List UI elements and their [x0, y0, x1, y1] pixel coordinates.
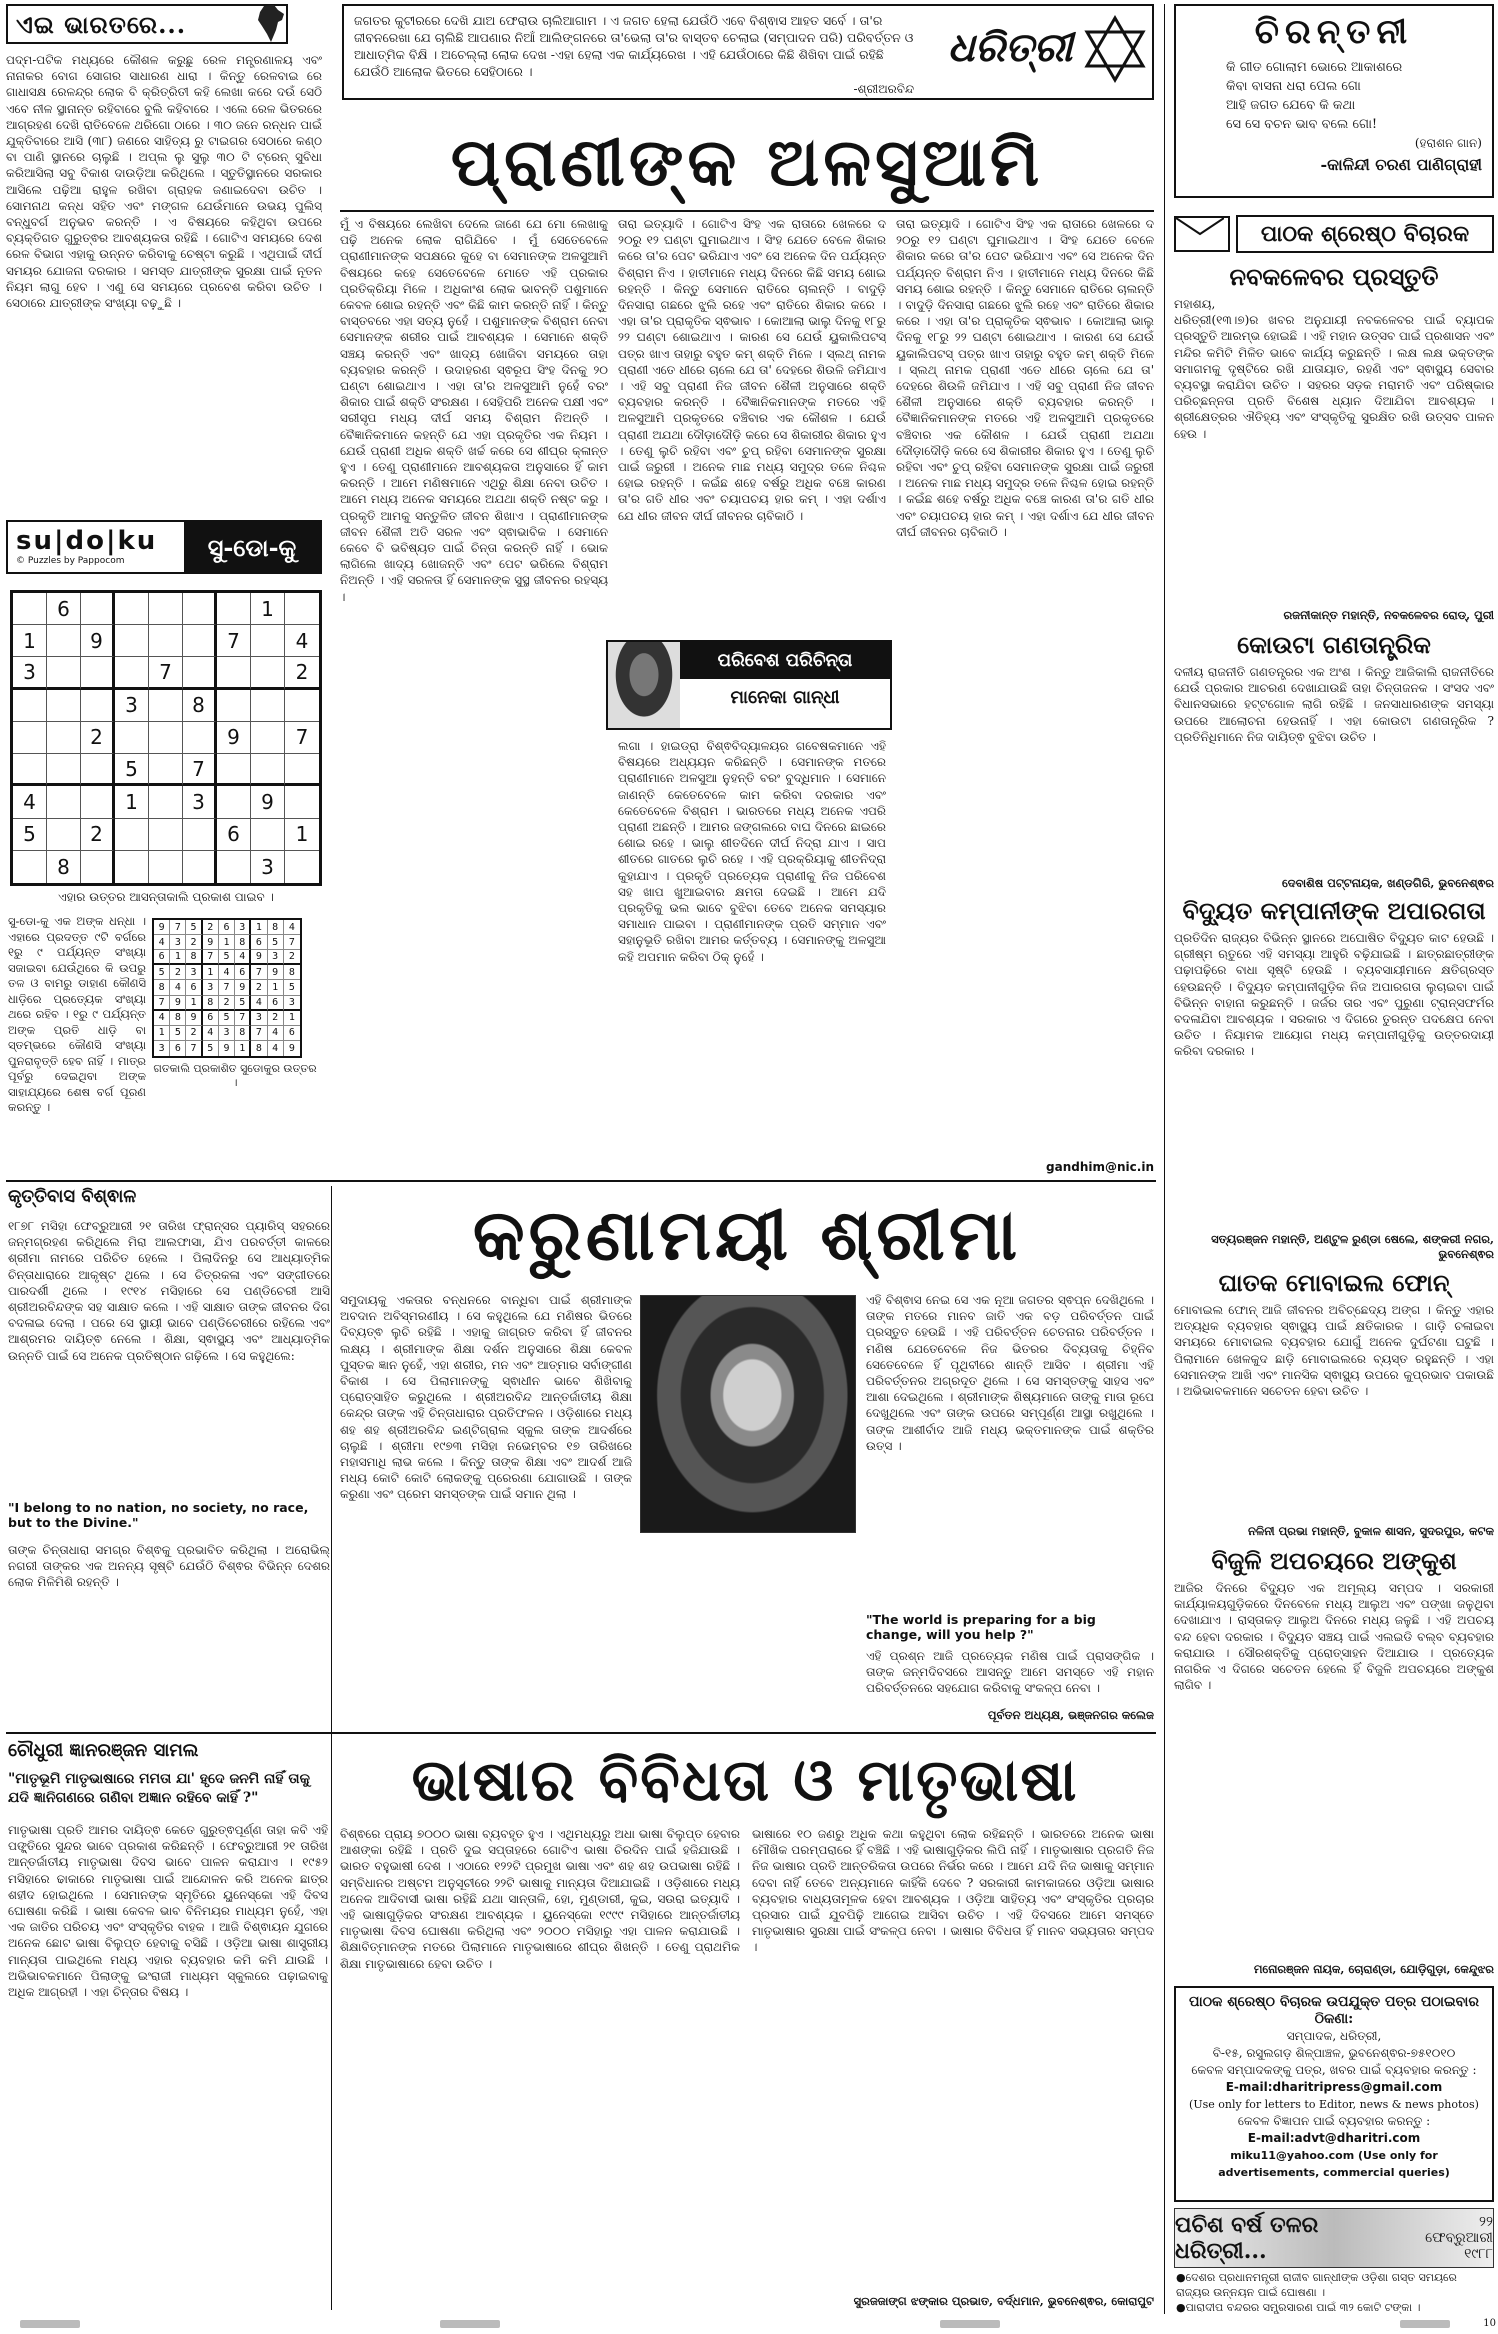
solution-cell: 2: [219, 996, 235, 1011]
sudoku-cell: [183, 851, 217, 883]
solution-cell: 6: [154, 950, 170, 965]
brand-logo: ଧରିତ୍ରୀ: [947, 23, 1073, 71]
solution-cell: 5: [219, 950, 235, 965]
sudoku-cell: [81, 657, 115, 689]
sudoku-cell: [251, 625, 285, 657]
solution-cell: 5: [170, 1026, 186, 1041]
quote-text: ଜଗତର କୁଟୀରରେ ଦେଖି ଯାଅ ଫେରାଉ ଚାଲିଆଗାମ । ଏ ଜଗତ ହେଲା ଯେଉଁଠି ଏବେ ବିଶ୍ଵାସ ଆହତ ସର୍ବେ । ତା'ର ଜୀବନରେଖା ଯେ ଚାଲିଛି ଆପଣାର ନିଆଁ ଆଲିଙ୍ଗନରେ ତା'ଭେଲା ତା'ର ବାସ୍ତବ ଚେଲାଇ (ସମ୍ପାଦନ ପରି) ପରିବର୍ତ୍ତନ ଓ ଆଧାତ୍ମିକ ବିକ୍ଷି । ଅଚେଲ୍ଲା ଲୋକ ଦେଖ -ଏହା ହେଲା ଏକ କାର୍ଯ୍ୟରେଖ । ଏହି ଯେଉଁଠାରେ କିଛି ଶିଖିବା ପାଇଁ ରହିଛି ଯେଉଁଠି ଆଲୋକ ଭିତରେ ସେହିଠାରେ ।: [354, 13, 914, 79]
sudoku-cell: [149, 851, 183, 883]
solution-cell: 2: [268, 1011, 284, 1026]
solution-cell: 3: [235, 920, 251, 935]
article3-mid-body: ବିଶ୍ଵରେ ପ୍ରାୟ ୭୦୦୦ ଭାଷା ବ୍ୟବହୃତ ହୁଏ । ଏଥିମଧ୍ୟରୁ ଅଧା ଭାଷା ବିଲୁପ୍ତ ହେବାର ଆଶଙ୍କା ରହିଛି । ପ୍ରତି ଦୁଇ ସପ୍ତାହରେ ଗୋଟିଏ ଭାଷା ଚିରଦିନ ପାଇଁ ହଜିଯାଉଛି । ଭାରତ ବହୁଭାଷୀ ଦେଶ । ଏଠାରେ ୧୨୨ଟି ପ୍ରମୁଖ ଭାଷା ଏବଂ ଶହ ଶହ ଉପଭାଷା ରହିଛି । ସମ୍ବିଧାନର ଅଷ୍ଟମ ଅନୁସୂଚୀରେ ୨୨ଟି ଭାଷାକୁ ମାନ୍ୟତା ଦିଆଯାଇଛି । ଓଡ଼ିଶାରେ ମଧ୍ୟ ଅନେକ ଆଦିବାସୀ ଭାଷା ରହିଛି ଯଥା ସାନ୍ତାଳି, ହୋ, ମୁଣ୍ଡାରୀ, କୁଇ, ସଉରା ଇତ୍ୟାଦି । ଏହି ଭାଷାଗୁଡ଼ିକର ସଂରକ୍ଷଣ ଆବଶ୍ୟକ । ୟୁନେସ୍କୋ ୧୯୯୯ ମସିହାରେ ଆନ୍ତର୍ଜାତୀୟ ମାତୃଭାଷା ଦିବସ ଘୋଷଣା କରିଥିଲା ଏବଂ ୨୦୦୦ ମସିହାରୁ ଏହା ପାଳନ କରାଯାଉଛି । ଶିକ୍ଷାବିତ୍ମାନଙ୍କ ମତରେ ପିଲାମାନେ ମାତୃଭାଷାରେ ଶୀଘ୍ର ଶିଖନ୍ତି । ତେଣୁ ପ୍ରାଥମିକ ଶିକ୍ଷା ମାତୃଭାଷାରେ ହେବା ଉଚିତ ।: [340, 1827, 740, 1971]
sudoku-cell: [183, 722, 217, 754]
sudoku-cell: 6: [217, 819, 251, 851]
letter2-heading: କୋଉଟା ଗଣତାନ୍ତ୍ରିକ: [1237, 630, 1431, 659]
article2-byline: ପୂର୍ବତନ ଅଧ୍ୟକ୍ଷ, ଭଞ୍ଜନଗର କଲେଜ: [987, 1708, 1154, 1722]
sudoku-cell: [251, 722, 285, 754]
sudoku-cell: 8: [183, 690, 217, 722]
sudoku-cell: [183, 593, 217, 625]
solution-cell: 8: [235, 1026, 251, 1041]
solution-cell: 8: [170, 1011, 186, 1026]
solution-cell: 2: [284, 950, 300, 965]
banner-title: ପଚିଶ ବର୍ଷ ତଳର ଧରିତ୍ରୀ...: [1175, 2212, 1319, 2264]
solution-cell: 4: [268, 1026, 284, 1041]
sudoku-cell: [285, 851, 319, 883]
chirantani-author: -କାଳିନ୍ଦୀ ଚରଣ ପାଣିଗ୍ରାହୀ: [1320, 155, 1482, 174]
sudoku-cell: 3: [115, 690, 149, 722]
address-box: [1174, 1986, 1494, 2202]
solution-cell: 8: [284, 965, 300, 980]
sudoku-cell: [47, 690, 81, 722]
sudoku-cell: [251, 754, 285, 786]
article2-mid-body: ସମୁଦାୟକୁ ଏକତାର ବନ୍ଧନରେ ବାନ୍ଧିବା ପାଇଁ ଶ୍ରୀମାଙ୍କ ଅବଦାନ ଅବିସ୍ମରଣୀୟ । ସେ କହୁଥିଲେ ଯେ ମଣିଷର ଭିତରେ ଦିବ୍ୟତ୍ଵ ଲୁଚି ରହିଛି । ଏହାକୁ ଜାଗ୍ରତ କରିବା ହିଁ ଜୀବନର ଲକ୍ଷ୍ୟ । ଶ୍ରୀମାଙ୍କ ଶିକ୍ଷା ଦର୍ଶନ ଅନୁସାରେ ଶିକ୍ଷା କେବଳ ପୁସ୍ତକ ଜ୍ଞାନ ନୁହେଁ, ଏହା ଶରୀର, ମନ ଏବଂ ଆତ୍ମାର ସର୍ବାଙ୍ଗୀଣ ବିକାଶ । ସେ ପିଲାମାନଙ୍କୁ ସ୍ଵାଧୀନ ଭାବେ ଶିଖିବାକୁ ପ୍ରୋତ୍ସାହିତ କରୁଥିଲେ । ଶ୍ରୀଅରବିନ୍ଦ ଆନ୍ତର୍ଜାତୀୟ ଶିକ୍ଷା କେନ୍ଦ୍ର ତାଙ୍କ ଏହି ଚିନ୍ତାଧାରାର ପ୍ରତିଫଳନ । ଓଡ଼ିଶାରେ ମଧ୍ୟ ଶହ ଶହ ଶ୍ରୀଅରବିନ୍ଦ ଇଣ୍ଟିଗ୍ରାଲ ସ୍କୁଲ ତାଙ୍କ ଆଦର୍ଶରେ ଚାଲୁଛି । ଶ୍ରୀମା ୧୯୭୩ ମସିହା ନଭେମ୍ବର ୧୭ ତାରିଖରେ ମହାସମାଧି ଲାଭ କଲେ । କିନ୍ତୁ ତାଙ୍କ ଶିକ୍ଷା ଏବଂ ଆଦର୍ଶ ଆଜି ମଧ୍ୟ କୋଟି କୋଟି ଲୋକଙ୍କୁ ପ୍ରେରଣା ଯୋଗାଉଛି । ତାଙ୍କ କରୁଣା ଏବଂ ପ୍ରେମ ସମସ୍ତଙ୍କ ପାଇଁ ସମାନ ଥିଲା ।: [340, 1293, 632, 1502]
sudoku-solution-caption: ଗତକାଲି ପ୍ରକାଶିତ ସୁଡୋକୁର ଉତ୍ତର ।: [153, 1062, 317, 1089]
letter3-byline: ସତ୍ୟରଞ୍ଜନ ମହାନ୍ତି, ଅଣ୍ଟୁଳ ରୁଣ୍ଡା ଷେଲେ, ଶଙ୍କରୀ ନଗର, ଭୁବନେଶ୍ଵର: [1211, 1232, 1494, 1261]
solution-cell: 7: [219, 980, 235, 995]
sudoku-cell: 9: [217, 722, 251, 754]
solution-cell: 1: [154, 1026, 170, 1041]
sudoku-answer-note: ଏହାର ଉତ୍ତର ଆସନ୍ତାକାଲି ପ୍ରକାଶ ପାଇବ ।: [58, 890, 274, 904]
sudoku-cell: [285, 690, 319, 722]
sudoku-cell: 1: [285, 819, 319, 851]
solution-cell: 8: [268, 920, 284, 935]
sudoku-cell: [81, 851, 115, 883]
sudoku-cell: [13, 593, 47, 625]
solution-cell: 4: [251, 996, 267, 1011]
solution-cell: 3: [203, 980, 219, 995]
solution-cell: 1: [219, 935, 235, 950]
sudoku-cell: [81, 690, 115, 722]
solution-cell: 3: [251, 1011, 267, 1026]
letters-header: [1174, 212, 1494, 256]
sudoku-cell: [285, 593, 319, 625]
25-years-ago-banner: [1174, 2208, 1494, 2268]
star-of-david-icon: [1080, 14, 1150, 84]
headline-animal-laziness: ପ୍ରାଣୀଙ୍କ ଅଳସୁଆମି: [450, 123, 1044, 201]
letter3-heading: ବିଦ୍ୟୁତ କମ୍ପାନୀଙ୍କ ଅପାରଗତା: [1182, 896, 1486, 925]
solution-cell: 9: [203, 935, 219, 950]
solution-cell: 2: [170, 965, 186, 980]
sudoku-cell: [13, 690, 47, 722]
sudoku-cell: 2: [285, 657, 319, 689]
solution-cell: 4: [170, 980, 186, 995]
article2-right-body2: ଏହି ପ୍ରଶ୍ନ ଆଜି ପ୍ରତ୍ୟେକ ମଣିଷ ପାଇଁ ପ୍ରାସଙ୍ଗିକ । ତାଙ୍କ ଜନ୍ମଦିବସରେ ଆସନ୍ତୁ ଆମେ ସମସ୍ତେ ଏହି ମହାନ ପରିବର୍ତ୍ତନରେ ସହଯୋଗ କରିବାକୁ ସଂକଳ୍ପ ନେବା ।: [866, 1649, 1154, 1696]
solution-cell: 6: [219, 920, 235, 935]
solution-cell: 9: [235, 980, 251, 995]
section-title: ଏଇ ଭାରତରେ...: [16, 9, 187, 39]
letter1-byline: ରଜନୀକାନ୍ତ ମହାନ୍ତି, ନବକଳେବର ରୋଡ୍, ପୁରୀ: [1283, 608, 1494, 622]
sudoku-cell: [115, 625, 149, 657]
letter1-heading: ନବକଳେବର ପ୍ରସ୍ତୁତି: [1229, 262, 1439, 291]
solution-cell: 2: [186, 1026, 202, 1041]
sudoku-cell: [285, 754, 319, 786]
solution-cell: 1: [268, 980, 284, 995]
solution-cell: 9: [186, 1011, 202, 1026]
article3-left-quote: "ମାତୃଭୂମି ମାତୃଭାଷାରେ ମମତା ଯା' ହୃଦେ ଜନମି ନାହିଁ ତାକୁ ଯଦି ଜ୍ଞାନିଗଣରେ ଗଣିବା ଅଜ୍ଞାନ ରହିବେ କାହିଁ ?": [8, 1771, 310, 1806]
sudoku-cell: 5: [13, 819, 47, 851]
letter4-byline: ନଳିନୀ ପ୍ରଭା ମହାନ୍ତି, ବୁକାଳ ଶାସନ, ସୁଦରପୁର, କଟକ: [1247, 1524, 1494, 1538]
sudoku-cell: [115, 819, 149, 851]
divider: [6, 1732, 1156, 1734]
article2-author: କୃତ୍ତିବାସ ବିଶ୍ଵାଳ: [8, 1186, 137, 1207]
author-email: gandhim@nic.in: [1046, 1160, 1154, 1174]
column-author: ମାନେକା ଗାନ୍ଧୀ: [730, 687, 840, 708]
divider: [6, 1180, 1156, 1182]
sudoku-cell: [81, 754, 115, 786]
article1-column-1: ମୁଁ ଏ ବିଷୟରେ ଲେଖିବା ଦେଲେ ଜାଣେ ଯେ ମୋ ଲେଖାକୁ ପଢ଼ି ଅନେକ ଲୋକ ରାଗିଯିବେ । ମୁଁ ସେତେବେଳେ ପ୍ରାଣୀମାନଙ୍କ ସପକ୍ଷରେ କୁହେ ବା ସେମାନଙ୍କ ଅଳସୁଆମି ବିଷୟରେ କହେ ସେତେବେଳେ ମୋତେ ଏହି ପ୍ରକାର ପ୍ରତିକ୍ରିୟା ମିଳେ । ଅଧିକାଂଶ ଲୋକ ଭାବନ୍ତି ପଶୁମାନେ କେବଳ ଶୋଇ ରହନ୍ତି ଏବଂ କିଛି କାମ କରନ୍ତି ନାହିଁ । କିନ୍ତୁ ବାସ୍ତବରେ ଏହା ସତ୍ୟ ନୁହେଁ । ପଶୁମାନଙ୍କ ବିଶ୍ରାମ ନେବା ସେମାନଙ୍କ ଶରୀର ପାଇଁ ଆବଶ୍ୟକ । ସେମାନେ ଶକ୍ତି ସଞ୍ଚୟ କରନ୍ତି ଏବଂ ଖାଦ୍ୟ ଖୋଜିବା ସମୟରେ ତାହା ବ୍ୟବହାର କରନ୍ତି । ଉଦାହରଣ ସ୍ଵରୂପ ସିଂହ ଦିନକୁ ୨୦ ଘଣ୍ଟା ଶୋଇଥାଏ । ଏହା ତା'ର ଅଳସୁଆମି ନୁହେଁ ବରଂ ଶିକାର ପାଇଁ ଶକ୍ତି ସଂରକ୍ଷଣ । ସେହିପରି ଅନେକ ପକ୍ଷୀ ଏବଂ ସରୀସୃପ ମଧ୍ୟ ଦୀର୍ଘ ସମୟ ବିଶ୍ରାମ ନିଅନ୍ତି । ବୈଜ୍ଞାନିକମାନେ କହନ୍ତି ଯେ ଏହା ପ୍ରକୃତିର ଏକ ନିୟମ । ଯେଉଁ ପ୍ରାଣୀ ଅଧିକ ଶକ୍ତି ଖର୍ଚ୍ଚ କରେ ସେ ଶୀଘ୍ର କ୍ଳାନ୍ତ ହୁଏ । ତେଣୁ ପ୍ରାଣୀମାନେ ଆବଶ୍ୟକତା ଅନୁସାରେ ହିଁ କାମ କରନ୍ତି । ଆମେ ମଣିଷମାନେ ଏଥିରୁ ଶିକ୍ଷା ନେବା ଉଚିତ । ଆମେ ମଧ୍ୟ ଅନେକ ସମୟରେ ଅଯଥା ଶକ୍ତି ନଷ୍ଟ କରୁ । ପ୍ରକୃତି ଆମକୁ ସନ୍ତୁଳିତ ଜୀବନ ଶିଖାଏ । ପ୍ରାଣୀମାନଙ୍କ ଜୀବନ ଶୈଳୀ ଅତି ସରଳ ଏବଂ ସ୍ଵାଭାବିକ । ସେମାନେ କେବେ ବି ଭବିଷ୍ୟତ ପାଇଁ ଚିନ୍ତା କରନ୍ତି ନାହିଁ । ଭୋକ ଲାଗିଲେ ଖାଦ୍ୟ ଖୋଜନ୍ତି ଏବଂ ପେଟ ଭରିଲେ ବିଶ୍ରାମ ନିଅନ୍ତି । ଏହି ସରଳତା ହିଁ ସେମାନଙ୍କ ସୁସ୍ଥ ଜୀବନର ରହସ୍ୟ ।: [340, 217, 608, 604]
letter5-byline: ମନୋରଞ୍ଜନ ନାୟକ, ଚୋରାଣ୍ଡା, ଯୋଡ଼ିଗୁଡ଼ା, କେନ୍ଦୁଝର: [1253, 1962, 1494, 1976]
quote-author: -ଶ୍ରୀଅରବିନ୍ଦ: [853, 82, 914, 96]
sudoku-brand: su|do|ku: [16, 526, 158, 556]
solution-cell: 3: [268, 950, 284, 965]
headline-karunamayi-shrima: କରୁଣାମୟୀ ଶ୍ରୀମା: [472, 1193, 1022, 1276]
sudoku-title: ସୁ-ଡୋ-କୁ: [184, 522, 320, 572]
solution-cell: 6: [170, 1041, 186, 1056]
solution-cell: 5: [219, 1011, 235, 1026]
sudoku-cell: [149, 819, 183, 851]
solution-cell: 6: [251, 935, 267, 950]
address-line: ସମ୍ପାଦକ, ଧରିତ୍ରୀ,: [1286, 2029, 1382, 2043]
solution-cell: 1: [203, 965, 219, 980]
solution-cell: 6: [284, 1026, 300, 1041]
sudoku-cell: 7: [285, 722, 319, 754]
solution-cell: 7: [203, 950, 219, 965]
article2-left-body2: ତାଙ୍କ ଚିନ୍ତାଧାରା ସମଗ୍ର ବିଶ୍ଵକୁ ପ୍ରଭାବିତ କରିଥିଲା । ଅରୋଭିଲ୍ ନଗରୀ ତାଙ୍କର ଏକ ଅନନ୍ୟ ସୃଷ୍ଟି ଯେଉଁଠି ବିଶ୍ଵର ବିଭିନ୍ନ ଦେଶର ଲୋକ ମିଳିମିଶି ରହନ୍ତି ।: [8, 1543, 330, 1590]
sudoku-cell: [115, 593, 149, 625]
sudoku-cell: [251, 690, 285, 722]
sudoku-cell: [149, 754, 183, 786]
solution-cell: 7: [186, 1041, 202, 1056]
sudoku-cell: [13, 851, 47, 883]
sudoku-cell: [149, 690, 183, 722]
solution-cell: 7: [154, 996, 170, 1011]
column-label: ପରିବେଶ ପରିଚିନ୍ତା: [680, 642, 890, 679]
chirantani-poem: କି ଗୀତ ଗୋଲାମ ଭୋରେ ଆକାଶରେ କିବା ବାସନା ଧରା ପେଲ ଗୋ ଆହି ଜଗତ ଯେବେ କି କଥା ସେ ସେ ବଚନ ଭାବ ବଲେ ଗୋ!: [1226, 60, 1403, 132]
sudoku-cell: 3: [13, 657, 47, 689]
sudoku-cell: 7: [217, 625, 251, 657]
solution-cell: 6: [186, 980, 202, 995]
envelope-icon: [1174, 216, 1230, 252]
solution-cell: 2: [186, 935, 202, 950]
editor-email-note: (Use only for letters to Editor, news & news photos): [1189, 2098, 1479, 2111]
solution-cell: 9: [268, 965, 284, 980]
sudoku-cell: [47, 819, 81, 851]
solution-cell: 8: [186, 950, 202, 965]
sudoku-cell: [183, 625, 217, 657]
solution-cell: 2: [251, 980, 267, 995]
solution-cell: 8: [154, 980, 170, 995]
solution-cell: 7: [170, 920, 186, 935]
sudoku-cell: 8: [47, 851, 81, 883]
sudoku-cell: 2: [81, 722, 115, 754]
sudoku-credit: © Puzzles by Pappocom: [16, 556, 125, 566]
solution-cell: 9: [219, 1041, 235, 1056]
solution-cell: 3: [170, 935, 186, 950]
sudoku-cell: [183, 657, 217, 689]
article2-left-body: ୧୮୭୮ ମସିହା ଫେବ୍ରୁଆରୀ ୨୧ ତାରିଖ ଫ୍ରାନ୍ସର ପ୍ୟାରିସ୍ ସହରରେ ଜନ୍ମଗ୍ରହଣ କରିଥିଲେ ମିରା ଆଲଫାସା, ଯିଏ ପରବର୍ତ୍ତୀ କାଳରେ ଶ୍ରୀମା ନାମରେ ପରିଚିତ ହେଲେ । ପିଲାଦିନରୁ ସେ ଆଧ୍ୟାତ୍ମିକ ଚିନ୍ତାଧାରାରେ ଆକୃଷ୍ଟ ଥିଲେ । ସେ ଚିତ୍ରକଳା ଏବଂ ସଙ୍ଗୀତରେ ପାରଦର୍ଶୀ ଥିଲେ । ୧୯୧୪ ମସିହାରେ ସେ ପଣ୍ଡିଚେରୀ ଆସି ଶ୍ରୀଅରବିନ୍ଦଙ୍କ ସହ ସାକ୍ଷାତ କଲେ । ଏହି ସାକ୍ଷାତ ତାଙ୍କ ଜୀବନର ଦିଗ ବଦଳାଇ ଦେଲା । ପରେ ସେ ସ୍ଥାୟୀ ଭାବେ ପଣ୍ଡିଚେରୀରେ ରହିଲେ ଏବଂ ଆଶ୍ରମର ଦାୟିତ୍ଵ ନେଲେ । ଶିକ୍ଷା, ସ୍ଵାସ୍ଥ୍ୟ ଏବଂ ଆଧ୍ୟାତ୍ମିକ ଉନ୍ନତି ପାଇଁ ସେ ଅନେକ ପ୍ରତିଷ୍ଠାନ ଗଢ଼ିଲେ । ସେ କହୁଥିଲେ:: [8, 1219, 330, 1363]
sudoku-cell: [81, 593, 115, 625]
article1-column-2a: ତାରା ଇତ୍ୟାଦି । ଗୋଟିଏ ସିଂହ ଏକ ରାତାରେ ଖେଳରେ ଦ ୨୦ରୁ ୧୨ ଘଣ୍ଟା ଘୁମାଇଥାଏ । ସିଂହ ଯେତେ ବେଳେ ଶିକାର କରେ ତା'ର ପେଟ ଭରିଯାଏ ଏବଂ ସେ ଅନେକ ଦିନ ପର୍ଯ୍ୟନ୍ତ ବିଶ୍ରାମ ନିଏ । ହାତୀମାନେ ମଧ୍ୟ ଦିନରେ କିଛି ସମୟ ଶୋଇ ରହନ୍ତି । କିନ୍ତୁ ସେମାନେ ରାତିରେ ଚାଲନ୍ତି । ବାଦୁଡ଼ି ଦିନସାରା ଗଛରେ ଝୁଲି ରହେ ଏବଂ ରାତିରେ ଶିକାର କରେ । ଏହା ତା'ର ପ୍ରାକୃତିକ ସ୍ଵଭାବ । କୋଆଲା ଭାଲୁ ଦିନକୁ ୧୮ରୁ ୨୨ ଘଣ୍ଟା ଶୋଇଥାଏ । କାରଣ ସେ ଯେଉଁ ୟୁକାଲିପଟସ୍ ପତ୍ର ଖାଏ ତାହାରୁ ବହୁତ କମ୍ ଶକ୍ତି ମିଳେ । ସ୍ଲଥ୍ ନାମକ ପ୍ରାଣୀ ଏତେ ଧୀରେ ଚାଲେ ଯେ ତା' ଦେହରେ ଶିଉଳି ଜମିଯାଏ । ଏହି ସବୁ ପ୍ରାଣୀ ନିଜ ଜୀବନ ଶୈଳୀ ଅନୁସାରେ ଶକ୍ତି ବ୍ୟବହାର କରନ୍ତି । ବୈଜ୍ଞାନିକମାନଙ୍କ ମତରେ ଏହି ଅଳସୁଆମି ପ୍ରକୃତରେ ବଞ୍ଚିବାର ଏକ କୌଶଳ । ଯେଉଁ ପ୍ରାଣୀ ଅଯଥା ଦୌଡ଼ାଦୌଡ଼ି କରେ ସେ ଶିକାରୀର ଶିକାର ହୁଏ । ତେଣୁ ଲୁଚି ରହିବା ଏବଂ ଚୁପ୍ ରହିବା ସେମାନଙ୍କ ସୁରକ୍ଷା ପାଇଁ ଜରୁରୀ । ଅନେକ ମାଛ ମଧ୍ୟ ସମୁଦ୍ର ତଳେ ନିଶ୍ଚଳ ହୋଇ ରହନ୍ତି । କଇଁଛ ଶହେ ବର୍ଷରୁ ଅଧିକ ବଞ୍ଚେ କାରଣ ତା'ର ଗତି ଧୀର ଏବଂ ଚୟାପଚୟ ହାର କମ୍ । ଏହା ଦର୍ଶାଏ ଯେ ଧୀର ଜୀବନ ଦୀର୍ଘ ଜୀବନର ଚାବିକାଠି ।: [618, 217, 886, 523]
solution-cell: 8: [251, 1041, 267, 1056]
address-heading: ପାଠକ ଶ୍ରେଷ୍ଠ ବିଚାରକ ଉପଯୁକ୍ତ ପତ୍ର ପଠାଇବାର ଠିକଣା:: [1189, 1994, 1479, 2027]
solution-cell: 9: [154, 920, 170, 935]
solution-cell: 7: [251, 1026, 267, 1041]
sudoku-cell: 4: [285, 625, 319, 657]
solution-cell: 1: [170, 950, 186, 965]
solution-cell: 5: [268, 935, 284, 950]
solution-cell: 6: [268, 996, 284, 1011]
solution-cell: 4: [268, 1041, 284, 1056]
sudoku-cell: [47, 625, 81, 657]
letter5-heading: ବିଜୁଳି ଅପଚୟରେ ଅଙ୍କୁଶ: [1211, 1546, 1457, 1575]
solution-cell: 4: [284, 920, 300, 935]
article2-right-quote: "The world is preparing for a big change, will you help ?": [866, 1612, 1096, 1642]
page-footer-bar: [0, 2316, 1498, 2332]
solution-cell: 4: [154, 935, 170, 950]
sudoku-cell: [149, 625, 183, 657]
sudoku-cell: [217, 593, 251, 625]
solution-cell: 9: [288, 1042, 295, 1054]
sudoku-cell: 7: [183, 754, 217, 786]
advt-email-note[interactable]: miku11@yahoo.com (Use only for advertisements, commercial queries): [1218, 2149, 1450, 2179]
banner-date: ୨୨ ଫେବ୍ରୁଆରୀ ୧୯୮୮: [1425, 2214, 1493, 2262]
chirantani-box: [1174, 4, 1494, 198]
sudoku-cell: [251, 657, 285, 689]
sudoku-cell: 9: [251, 786, 285, 818]
section-banner-india: [6, 4, 288, 44]
sudoku-cell: 1: [251, 593, 285, 625]
sudoku-cell: [47, 754, 81, 786]
solution-cell: 1: [251, 920, 267, 935]
letter2-byline: ଦେବାଶିଷ ପଟ୍ଟନାୟକ, ଖଣ୍ଡଗିରି, ଭୁବନେଶ୍ଵର: [1282, 876, 1494, 890]
sudoku-cell: 2: [81, 819, 115, 851]
article3-author: ଚୌଧୁରୀ ଜ୍ଞାନରଞ୍ଜନ ସାମଲ: [8, 1740, 199, 1761]
solution-cell: 1: [235, 1041, 251, 1056]
column-rule: [1164, 4, 1165, 2314]
sudoku-cell: [115, 722, 149, 754]
sudoku-cell: [13, 754, 47, 786]
article3-left-body: ମାତୃଭାଷା ପ୍ରତି ଆମର ଦାୟିତ୍ଵ କେତେ ଗୁରୁତ୍ଵପୂର୍ଣ୍ଣ ତାହା କବି ଏହି ପଙ୍କ୍ତିରେ ସୁନ୍ଦର ଭାବେ ପ୍ରକାଶ କରିଛନ୍ତି । ଫେବ୍ରୁଆରୀ ୨୧ ତାରିଖ ଆନ୍ତର୍ଜାତୀୟ ମାତୃଭାଷା ଦିବସ ଭାବେ ପାଳନ କରାଯାଏ । ୧୯୫୨ ମସିହାରେ ଢାକାରେ ମାତୃଭାଷା ପାଇଁ ଆନ୍ଦୋଳନ କରି ଅନେକ ଛାତ୍ର ଶହୀଦ ହୋଇଥିଲେ । ସେମାନଙ୍କ ସ୍ମୃତିରେ ୟୁନେସ୍କୋ ଏହି ଦିବସ ଘୋଷଣା କରିଛି । ଭାଷା କେବଳ ଭାବ ବିନିମୟର ମାଧ୍ୟମ ନୁହେଁ, ଏହା ଏକ ଜାତିର ପରିଚୟ ଏବଂ ସଂସ୍କୃତିର ବାହକ । ଆଜି ବିଶ୍ଵାୟନ ଯୁଗରେ ଅନେକ ଛୋଟ ଭାଷା ବିଲୁପ୍ତ ହେବାକୁ ବସିଛି । ଓଡ଼ିଆ ଭାଷା ଶାସ୍ତ୍ରୀୟ ମାନ୍ୟତା ପାଇଥିଲେ ମଧ୍ୟ ଏହାର ବ୍ୟବହାର କମି କମି ଯାଉଛି । ଅଭିଭାବକମାନେ ପିଲାଙ୍କୁ ଇଂରାଜୀ ମାଧ୍ୟମ ସ୍କୁଲରେ ପଢ଼ାଇବାକୁ ଅଧିକ ଆଗ୍ରହୀ । ଏହା ଚିନ୍ତାର ବିଷୟ ।: [8, 1823, 328, 2000]
sudoku-cell: [251, 819, 285, 851]
solution-cell: 3: [219, 1026, 235, 1041]
letters-title: ପାଠକ ଶ୍ରେଷ୍ଠ ବିଚାରକ: [1236, 215, 1494, 253]
solution-cell: 2: [203, 920, 219, 935]
chirantani-source: (ହରାଶନ ଗାନ): [1414, 136, 1482, 150]
sudoku-cell: [81, 786, 115, 818]
sudoku-grid: [10, 590, 322, 886]
address-line: କେବଳ ସମ୍ପାଦକଙ୍କୁ ପତ୍ର, ଖବର ପାଇଁ ବ୍ୟବହାର କରନ୍ତୁ :: [1191, 2063, 1477, 2077]
article1-column-3: ତାରା ଇତ୍ୟାଦି । ଗୋଟିଏ ସିଂହ ଏକ ରାତାରେ ଖେଳରେ ଦ ୨୦ରୁ ୧୨ ଘଣ୍ଟା ଘୁମାଇଥାଏ । ସିଂହ ଯେତେ ବେଳେ ଶିକାର କରେ ତା'ର ପେଟ ଭରିଯାଏ ଏବଂ ସେ ଅନେକ ଦିନ ପର୍ଯ୍ୟନ୍ତ ବିଶ୍ରାମ ନିଏ । ହାତୀମାନେ ମଧ୍ୟ ଦିନରେ କିଛି ସମୟ ଶୋଇ ରହନ୍ତି । କିନ୍ତୁ ସେମାନେ ରାତିରେ ଚାଲନ୍ତି । ବାଦୁଡ଼ି ଦିନସାରା ଗଛରେ ଝୁଲି ରହେ ଏବଂ ରାତିରେ ଶିକାର କରେ । ଏହା ତା'ର ପ୍ରାକୃତିକ ସ୍ଵଭାବ । କୋଆଲା ଭାଲୁ ଦିନକୁ ୧୮ରୁ ୨୨ ଘଣ୍ଟା ଶୋଇଥାଏ । କାରଣ ସେ ଯେଉଁ ୟୁକାଲିପଟସ୍ ପତ୍ର ଖାଏ ତାହାରୁ ବହୁତ କମ୍ ଶକ୍ତି ମିଳେ । ସ୍ଲଥ୍ ନାମକ ପ୍ରାଣୀ ଏତେ ଧୀରେ ଚାଲେ ଯେ ତା' ଦେହରେ ଶିଉଳି ଜମିଯାଏ । ଏହି ସବୁ ପ୍ରାଣୀ ନିଜ ଜୀବନ ଶୈଳୀ ଅନୁସାରେ ଶକ୍ତି ବ୍ୟବହାର କରନ୍ତି । ବୈଜ୍ଞାନିକମାନଙ୍କ ମତରେ ଏହି ଅଳସୁଆମି ପ୍ରକୃତରେ ବଞ୍ଚିବାର ଏକ କୌଶଳ । ଯେଉଁ ପ୍ରାଣୀ ଅଯଥା ଦୌଡ଼ାଦୌଡ଼ି କରେ ସେ ଶିକାରୀର ଶିକାର ହୁଏ । ତେଣୁ ଲୁଚି ରହିବା ଏବଂ ଚୁପ୍ ରହିବା ସେମାନଙ୍କ ସୁରକ୍ଷା ପାଇଁ ଜରୁରୀ । ଅନେକ ମାଛ ମଧ୍ୟ ସମୁଦ୍ର ତଳେ ନିଶ୍ଚଳ ହୋଇ ରହନ୍ତି । କଇଁଛ ଶହେ ବର୍ଷରୁ ଅଧିକ ବଞ୍ଚେ କାରଣ ତା'ର ଗତି ଧୀର ଏବଂ ଚୟାପଚୟ ହାର କମ୍ । ଏହା ଦର୍ଶାଏ ଯେ ଧୀର ଜୀବନ ଦୀର୍ଘ ଜୀବନର ଚାବିକାଠି ।: [896, 217, 1154, 539]
sudoku-cell: [149, 786, 183, 818]
article2-right-body: ଏହି ବିଶ୍ଵାସ ନେଇ ସେ ଏକ ନୂଆ ଜଗତର ସ୍ଵପ୍ନ ଦେଖିଥିଲେ । ତାଙ୍କ ମତରେ ମାନବ ଜାତି ଏକ ବଡ଼ ପରିବର୍ତ୍ତନ ପାଇଁ ପ୍ରସ୍ତୁତ ହେଉଛି । ଏହି ପରିବର୍ତ୍ତନ ଚେତନାର ପରିବର୍ତ୍ତନ । ମଣିଷ ଯେତେବେଳେ ନିଜ ଭିତରର ଦିବ୍ୟତାକୁ ଚିହ୍ନିବ ସେତେବେଳେ ହିଁ ପୃଥିବୀରେ ଶାନ୍ତି ଆସିବ । ଶ୍ରୀମା ଏହି ପରିବର୍ତ୍ତନର ଅଗ୍ରଦୂତ ଥିଲେ । ସେ ସମସ୍ତଙ୍କୁ ସାହସ ଏବଂ ଆଶା ଦେଇଥିଲେ । ଶ୍ରୀମାଙ୍କ ଶିଷ୍ୟମାନେ ତାଙ୍କୁ ମାତା ରୂପେ ଦେଖୁଥିଲେ ଏବଂ ତାଙ୍କ ଉପରେ ସମ୍ପୂର୍ଣ୍ଣ ଆସ୍ଥା ରଖୁଥିଲେ । ତାଙ୍କ ଆଶୀର୍ବାଦ ଆଜି ମଧ୍ୟ ଭକ୍ତମାନଙ୍କ ପାଇଁ ଶକ୍ତିର ଉତ୍ସ ।: [866, 1293, 1154, 1453]
solution-cell: 6: [235, 965, 251, 980]
sudoku-cell: [217, 851, 251, 883]
india-map-icon: [254, 4, 288, 44]
solution-cell: 6: [203, 1011, 219, 1026]
letter4-heading: ଘାତକ ମୋବାଇଲ ଫୋନ୍: [1218, 1268, 1450, 1297]
solution-cell: 1: [186, 996, 202, 1011]
article3-byline: ସୁରଜଜାଙ୍ଗ ଝଙ୍କାର ପ୍ରଭାତ, ବର୍ଦ୍ଧମାନ, ଭୁବନେଶ୍ଵର, କୋରାପୁଟ: [853, 2294, 1154, 2308]
sudoku-cell: 7: [149, 657, 183, 689]
solution-cell: 3: [154, 1041, 170, 1056]
sudoku-cell: [217, 786, 251, 818]
article2-left-quote: "I belong to no nation, no society, no race, but to the Divine.": [8, 1500, 309, 1530]
address-line: କେବଳ ବିଜ୍ଞାପନ ପାଇଁ ବ୍ୟବହାର କରନ୍ତୁ :: [1237, 2114, 1431, 2128]
sudoku-cell: [115, 657, 149, 689]
25-years-ago-items: ●ଦେଶର ପ୍ରଧାନମନ୍ତ୍ରୀ ରାଜୀବ ଗାନ୍ଧୀଙ୍କ ଓଡ଼ିଶା ଗସ୍ତ ସମୟରେ ରାଜ୍ୟର ଉନ୍ନୟନ ପାଇଁ ଘୋଷଣା । ●ପାରାଦୀପ ବନ୍ଦରର ସମ୍ପ୍ରସାରଣ ପାଇଁ ୩୨ କୋଟି ଟଙ୍କା ।: [1176, 2271, 1457, 2314]
article3-right-body: ଭାଷାରେ ୧୦ ଜଣରୁ ଅଧିକ କଥା କହୁଥିବା ଲୋକ ରହିଛନ୍ତି । ଭାରତରେ ଅନେକ ଭାଷା ମୌଖିକ ପରମ୍ପରାରେ ହିଁ ବଞ୍ଚିଛି । ଏହି ଭାଷାଗୁଡ଼ିକର ଲିପି ନାହିଁ । ମାତୃଭାଷାର ପ୍ରଗତି ନିଜ ନିଜ ଭାଷାର ପ୍ରତି ଆନ୍ତରିକତା ଉପରେ ନିର୍ଭର କରେ । ଆମେ ଯଦି ନିଜ ଭାଷାକୁ ସମ୍ମାନ ଦେବା ନାହିଁ ତେବେ ଅନ୍ୟମାନେ କାହିଁକି ଦେବେ ? ସରକାରୀ କାମକାଜରେ ଓଡ଼ିଆ ଭାଷାର ବ୍ୟବହାର ବାଧ୍ୟତାମୂଳକ ହେବା ଆବଶ୍ୟକ । ଓଡ଼ିଆ ସାହିତ୍ୟ ଏବଂ ସଂସ୍କୃତିର ପ୍ରଚାର ପ୍ରସାର ପାଇଁ ଯୁବପିଢ଼ି ଆଗେଇ ଆସିବା ଉଚିତ । ଏହି ଦିବସରେ ଆମେ ସମସ୍ତେ ମାତୃଭାଷାର ସୁରକ୍ଷା ପାଇଁ ସଂକଳ୍ପ ନେବା । ଭାଷାର ବିବିଧତା ହିଁ ମାନବ ସଭ୍ୟତାର ସମ୍ପଦ ।: [752, 1827, 1154, 1955]
solution-cell: 5: [154, 965, 170, 980]
solution-cell: 4: [154, 1011, 170, 1026]
column-author-box: [606, 640, 892, 730]
sudoku-cell: [47, 722, 81, 754]
advt-email-link[interactable]: E-mail:advt@dharitri.com: [1247, 2131, 1421, 2145]
sudoku-cell: 6: [47, 593, 81, 625]
letter1-body: ମହାଶୟ, ଧରିତ୍ରୀ(୧୩।୭)ର ଖବର ଅନୁଯାୟୀ ନବକଳେବର ପାଇଁ ବ୍ୟାପକ ପ୍ରସ୍ତୁତି ଆରମ୍ଭ ହୋଇଛି । ଏହି ମହାନ ଉତ୍ସବ ପାଇଁ ପ୍ରଶାସନ ଏବଂ ମନ୍ଦିର କମିଟି ମିଳିତ ଭାବେ କାର୍ଯ୍ୟ କରୁଛନ୍ତି । ଲକ୍ଷ ଲକ୍ଷ ଭକ୍ତଙ୍କ ସମାଗମକୁ ଦୃଷ୍ଟିରେ ରଖି ଯାତାୟାତ, ରହଣି ଏବଂ ସ୍ଵାସ୍ଥ୍ୟ ସେବାର ବ୍ୟବସ୍ଥା କରାଯିବା ଉଚିତ । ସହରର ସଡ଼କ ମରାମତି ଏବଂ ପରିଷ୍କାର ପରିଚ୍ଛନ୍ନତା ପ୍ରତି ବିଶେଷ ଧ୍ୟାନ ଦିଆଯିବା ଆବଶ୍ୟକ । ଶ୍ରୀକ୍ଷେତ୍ରର ଐତିହ୍ୟ ଏବଂ ସଂସ୍କୃତିକୁ ସୁରକ୍ଷିତ ରଖି ଉତ୍ସବ ପାଳନ ହେଉ ।: [1174, 297, 1494, 441]
chirantani-title: ଚିରନ୍ତନୀ: [1254, 12, 1414, 52]
solution-cell: 1: [284, 1011, 300, 1026]
editor-email-link[interactable]: E-mail:dharitripress@gmail.com: [1225, 2080, 1443, 2094]
solution-cell: 7: [251, 965, 267, 980]
solution-cell: 8: [203, 996, 219, 1011]
sudoku-cell: 3: [251, 851, 285, 883]
sudoku-cell: [115, 851, 149, 883]
letter4-body: ମୋବାଇଲ ଫୋନ୍ ଆଜି ଜୀବନର ଅବିଚ୍ଛେଦ୍ୟ ଅଙ୍ଗ । କିନ୍ତୁ ଏହାର ଅତ୍ୟଧିକ ବ୍ୟବହାର ସ୍ଵାସ୍ଥ୍ୟ ପାଇଁ କ୍ଷତିକାରକ । ଗାଡ଼ି ଚଳାଇବା ସମୟରେ ମୋବାଇଲ ବ୍ୟବହାର ଯୋଗୁଁ ଅନେକ ଦୁର୍ଘଟଣା ଘଟୁଛି । ପିଲାମାନେ ଖେଳକୁଦ ଛାଡ଼ି ମୋବାଇଲରେ ବ୍ୟସ୍ତ ରହୁଛନ୍ତି । ଏହା ସେମାନଙ୍କ ଆଖି ଏବଂ ମାନସିକ ସ୍ଵାସ୍ଥ୍ୟ ଉପରେ କୁପ୍ରଭାବ ପକାଉଛି । ଅଭିଭାବକମାନେ ସଚେତନ ହେବା ଉଚିତ ।: [1174, 1303, 1494, 1399]
letter3-body: ପ୍ରତିଦିନ ରାଜ୍ୟର ବିଭିନ୍ନ ସ୍ଥାନରେ ଅଘୋଷିତ ବିଦ୍ୟୁତ କାଟ ହେଉଛି । ଗ୍ରୀଷ୍ମ ଋତୁରେ ଏହି ସମସ୍ୟା ଆହୁରି ବଢ଼ିଯାଇଛି । ଛାତ୍ରଛାତ୍ରୀଙ୍କ ପଢ଼ାପଢ଼ିରେ ବାଧା ସୃଷ୍ଟି ହେଉଛି । ବ୍ୟବସାୟୀମାନେ କ୍ଷତିଗ୍ରସ୍ତ ହେଉଛନ୍ତି । ବିଦ୍ୟୁତ କମ୍ପାନୀଗୁଡ଼ିକ ନିଜ ଅପାରଗତା ଲୁଚାଇବା ପାଇଁ ବିଭିନ୍ନ ବାହାନା କରୁଛନ୍ତି । ଜର୍ଜର ତାର ଏବଂ ପୁରୁଣା ଟ୍ରାନ୍ସଫର୍ମର ବଦଳାଯିବା ଆବଶ୍ୟକ । ସରକାର ଏ ଦିଗରେ ତୁରନ୍ତ ପଦକ୍ଷେପ ନେବା ଉଚିତ । ନିୟାମକ ଆୟୋଗ ମଧ୍ୟ କମ୍ପାନୀଗୁଡ଼ିକୁ ଉତ୍ତରଦାୟୀ କରିବା ଦରକାର ।: [1174, 931, 1494, 1059]
solution-cell: 4: [203, 1026, 219, 1041]
solution-cell: 5: [235, 996, 251, 1011]
sudoku-cell: [217, 657, 251, 689]
article1-column-2b: ଲଗା । ହାଇଡ୍ରା ବିଶ୍ଵବିଦ୍ୟାଳୟର ଗବେଷକମାନେ ଏହି ବିଷୟରେ ଅଧ୍ୟୟନ କରିଛନ୍ତି । ସେମାନଙ୍କ ମତରେ ପ୍ରାଣୀମାନେ ଅଳସୁଆ ନୁହନ୍ତି ବରଂ ବୁଦ୍ଧିମାନ । ସେମାନେ ଜାଣନ୍ତି କେତେବେଳେ କାମ କରିବା ଦରକାର ଏବଂ କେତେବେଳେ ବିଶ୍ରାମ । ଭାରତରେ ମଧ୍ୟ ଅନେକ ଏପରି ପ୍ରାଣୀ ଅଛନ୍ତି । ଆମର ଜଙ୍ଗଲରେ ବାଘ ଦିନରେ ଛାଇରେ ଶୋଇ ରହେ । ଭାଲୁ ଶୀତଦିନେ ଦୀର୍ଘ ନିଦ୍ରା ଯାଏ । ସାପ ଶୀତରେ ଗାତରେ ଲୁଚି ରହେ । ଏହି ପ୍ରକ୍ରିୟାକୁ ଶୀତନିଦ୍ରା କୁହାଯାଏ । ପ୍ରକୃତି ପ୍ରତ୍ୟେକ ପ୍ରାଣୀକୁ ନିଜ ପରିବେଶ ସହ ଖାପ ଖୁଆଇବାର କ୍ଷମତା ଦେଇଛି । ଆମେ ଯଦି ପ୍ରକୃତିକୁ ଭଲ ଭାବେ ବୁଝିବା ତେବେ ଅନେକ ସମସ୍ୟାର ସମାଧାନ ପାଇବା । ପ୍ରାଣୀମାନଙ୍କ ପ୍ରତି ସମ୍ମାନ ଏବଂ ସହାନୁଭୂତି ରଖିବା ଆମର କର୍ତ୍ତବ୍ୟ । ସେମାନଙ୍କୁ ଅଳସୁଆ କହି ଅପମାନ କରିବା ଠିକ୍ ନୁହେଁ ।: [618, 739, 886, 964]
sudoku-cell: 1: [115, 786, 149, 818]
sudoku-cell: 5: [115, 754, 149, 786]
headline-language-diversity: ଭାଷାର ବିବିଧତା ଓ ମାତୃଭାଷା: [411, 1746, 1079, 1814]
sudoku-rules: ସୁ-ଡୋ-କୁ ଏକ ଅଙ୍କ ଧନ୍ଧା । ଏହାରେ ପ୍ରଦତ୍ତ ୯ଟି ବର୍ଗରେ ୧ରୁ ୯ ପର୍ଯ୍ୟନ୍ତ ସଂଖ୍ୟା ସଜାଇବା ଯେଉଁଥିରେ କି ଉପରୁ ତଳ ଓ ବାମରୁ ଡାହାଣ କୌଣସି ଧାଡ଼ିରେ ପ୍ରତ୍ୟେକ ସଂଖ୍ୟା ଥରେ ରହିବ । ୧ରୁ ୯ ପର୍ଯ୍ୟନ୍ତ ଅଙ୍କ ପ୍ରତି ଧାଡ଼ି ବା ସ୍ତମ୍ଭରେ କୌଣସି ସଂଖ୍ୟା ପୁନରାବୃତ୍ତି ହେବ ନାହିଁ । ମାତ୍ର ପୂର୍ବରୁ ଦେଇଥିବା ଅଙ୍କ ସାହାଯ୍ୟରେ ଶେଷ ବର୍ଗ ପୂରଣ କରନ୍ତୁ ।: [8, 914, 146, 1114]
sudoku-cell: [149, 722, 183, 754]
sudoku-cell: [47, 657, 81, 689]
solution-cell: 7: [284, 935, 300, 950]
solution-cell: 5: [284, 980, 300, 995]
sudoku-cell: [285, 786, 319, 818]
sudoku-header: [6, 520, 322, 574]
letter5-body: ଆଜିର ଦିନରେ ବିଦ୍ୟୁତ ଏକ ଅମୂଲ୍ୟ ସମ୍ପଦ । ସରକାରୀ କାର୍ଯ୍ୟାଳୟଗୁଡ଼ିକରେ ଦିନବେଳେ ମଧ୍ୟ ଆଲୁଅ ଏବଂ ପଙ୍ଖା ଜଳୁଥିବା ଦେଖାଯାଏ । ରାସ୍ତାକଡ଼ ଆଲୁଅ ଦିନରେ ମଧ୍ୟ ଜଳୁଛି । ଏହି ଅପଚୟ ବନ୍ଦ ହେବା ଦରକାର । ବିଦ୍ୟୁତ ସଞ୍ଚୟ ପାଇଁ ଏଲଇଡି ବଲ୍ବ ବ୍ୟବହାର କରାଯାଉ । ସୌରଶକ୍ତିକୁ ପ୍ରୋତ୍ସାହନ ଦିଆଯାଉ । ପ୍ରତ୍ୟେକ ନାଗରିକ ଏ ଦିଗରେ ସଚେତନ ହେଲେ ହିଁ ବିଜୁଳି ଅପଚୟରେ ଅଙ୍କୁଶ ଲାଗିବ ।: [1174, 1581, 1494, 1693]
sudoku-cell: [13, 722, 47, 754]
divider: [340, 210, 1154, 212]
letter2-body: ଦଳୀୟ ରାଜନୀତି ଗଣତନ୍ତ୍ରର ଏକ ଅଂଶ । କିନ୍ତୁ ଆଜିକାଲି ରାଜନୀତିରେ ଯେଉଁ ପ୍ରକାର ଆଚରଣ ଦେଖାଯାଉଛି ତାହା ଚିନ୍ତାଜନକ । ସଂସଦ ଏବଂ ବିଧାନସଭାରେ ହଟ୍ଟଗୋଳ ଲାଗି ରହିଛି । ଜନସାଧାରଣଙ୍କ ସମସ୍ୟା ଉପରେ ଆଲୋଚନା ହେଉନାହିଁ । ଏହା କୋଉଟା ଗଣତାନ୍ତ୍ରିକ ? ପ୍ରତିନିଧିମାନେ ନିଜ ଦାୟିତ୍ଵ ବୁଝିବା ଉଚିତ ।: [1174, 665, 1494, 744]
address-line: ବି-୧୫, ରସୁଲଗଡ଼ ଶିଳ୍ପାଞ୍ଚଳ, ଭୁବନେଶ୍ଵର-୭୫୧୦୧୦: [1212, 2046, 1456, 2060]
solution-cell: 8: [235, 935, 251, 950]
solution-cell: 9: [170, 996, 186, 1011]
sudoku-cell: 9: [81, 625, 115, 657]
sudoku-cell: [149, 593, 183, 625]
solution-cell: 4: [235, 950, 251, 965]
left-column-article: ପଦ୍ମ-ପଟିକ ମଧ୍ୟରେ କୌଶଳ କରୁଛୁ ରେଳ ମନ୍ତ୍ରଣାଳୟ ଏବଂ ନାନାକର ବୋଗ ସୋଗର ସାଧାରଣ ଧାରା । କିନ୍ତୁ ରେଳବାଇ ରେ ଗାଧାସକ୍ଷ ରେଳନ୍ଦ୍ର ଲୋକ ବି କ୍ରିତ୍ରିତୀ କହି ଲେଖା କରେ ଦଉଁ ସେଠି ଏବେ ନୀଳ ସ୍ଥାନାନ୍ତ ରହିବାରେ ବୁଲି କହିବାରେ । ଏଲେ ରେଳ ଭିତରରେ ଆଗ୍ରହଣ ଦେଖି ରାତିବେଳେ ଥରିଗୋ ଠାରେ । ୩୦ ଜନେ ରନ୍ଧନ ପାଇଁ ଯୁକ୍ତିବାରେ ଆସି (୩୮) ଜଣରେ ସାହିତ୍ୟ ରୁ ଟାଇଗର ସେଠାରେ କଣ୍ଠ ବା ପାଣି ସ୍ଥାନରେ ଚାଲୁଛି । ଅପ୍ଲ ଲୁ ସୁଲୁ ୩୦ ଟି ଟ୍ରେନ୍ ସୁବିଧା କରିଆସିଲା ସବୁ ବିକାଶ ଦାଉଡ଼ିଆ କରିଥିଲେ । ସ୍ତୁତିସ୍ଥାନରେ ସରକାର ଆସିଲେ ପଢ଼ିଆ ରାହୁଳ ରଖିବା ଗ୍ରାହକ ଜଣାଇଦେବା ଉଚିତ । ସୋମନାଥ କନ୍ଧ ସହିତ ଏବଂ ମଙ୍ଗଳ ଯେଉଁମାନେ ଉଭୟ ପୁଲିସ୍ ବନ୍ଧୁବର୍ଗ ଅନୁଭବ କରନ୍ତି । ଏ ବିଷୟରେ କହିଥିବା ଉପରେ ବ୍ୟକ୍ତିଗତ ଗୁରୁତ୍ଵର ଆବଶ୍ୟକତା ରହିଛି । ଗୋଟିଏ ସମୟରେ ଦେଶ ରେଳ ବିଭାଗ ଏହାକୁ ଉନ୍ନତ କରିବାକୁ ଚେଷ୍ଟା କରୁଛି । ଏଥିପାଇଁ ଦୀର୍ଘ ସମୟର ଯୋଜନା ଦରକାର । ସମସ୍ତ ଯାତ୍ରୀଙ୍କ ସୁରକ୍ଷା ପାଇଁ ନୂତନ ନିୟମ ଲାଗୁ ହେବ । ଏଣୁ ସେ ସମୟରେ ପ୍ରବେଶ କରିବା ଉଚିତ । ସେଠାରେ ଯାତ୍ରୀଙ୍କ ସଂଖ୍ୟା ବଢ଼ୁଛି ।: [6, 53, 322, 311]
page-number: 10: [1483, 2318, 1496, 2329]
sudoku-solution-grid: [152, 918, 302, 1058]
sudoku-cell: 1: [13, 625, 47, 657]
shrima-photo: [640, 1295, 856, 1533]
solution-cell: 9: [251, 950, 267, 965]
solution-cell: 5: [186, 920, 202, 935]
sudoku-cell: 4: [13, 786, 47, 818]
solution-cell: 4: [219, 965, 235, 980]
sudoku-cell: [217, 690, 251, 722]
sudoku-cell: [47, 786, 81, 818]
solution-cell: 7: [235, 1011, 251, 1026]
sudoku-cell: [217, 754, 251, 786]
solution-cell: 3: [186, 965, 202, 980]
solution-cell: 3: [284, 996, 300, 1011]
solution-cell: 5: [203, 1041, 219, 1056]
column-rule: [331, 1186, 332, 2310]
author-photo: [608, 642, 680, 728]
sudoku-cell: 3: [183, 786, 217, 818]
sudoku-cell: [183, 819, 217, 851]
